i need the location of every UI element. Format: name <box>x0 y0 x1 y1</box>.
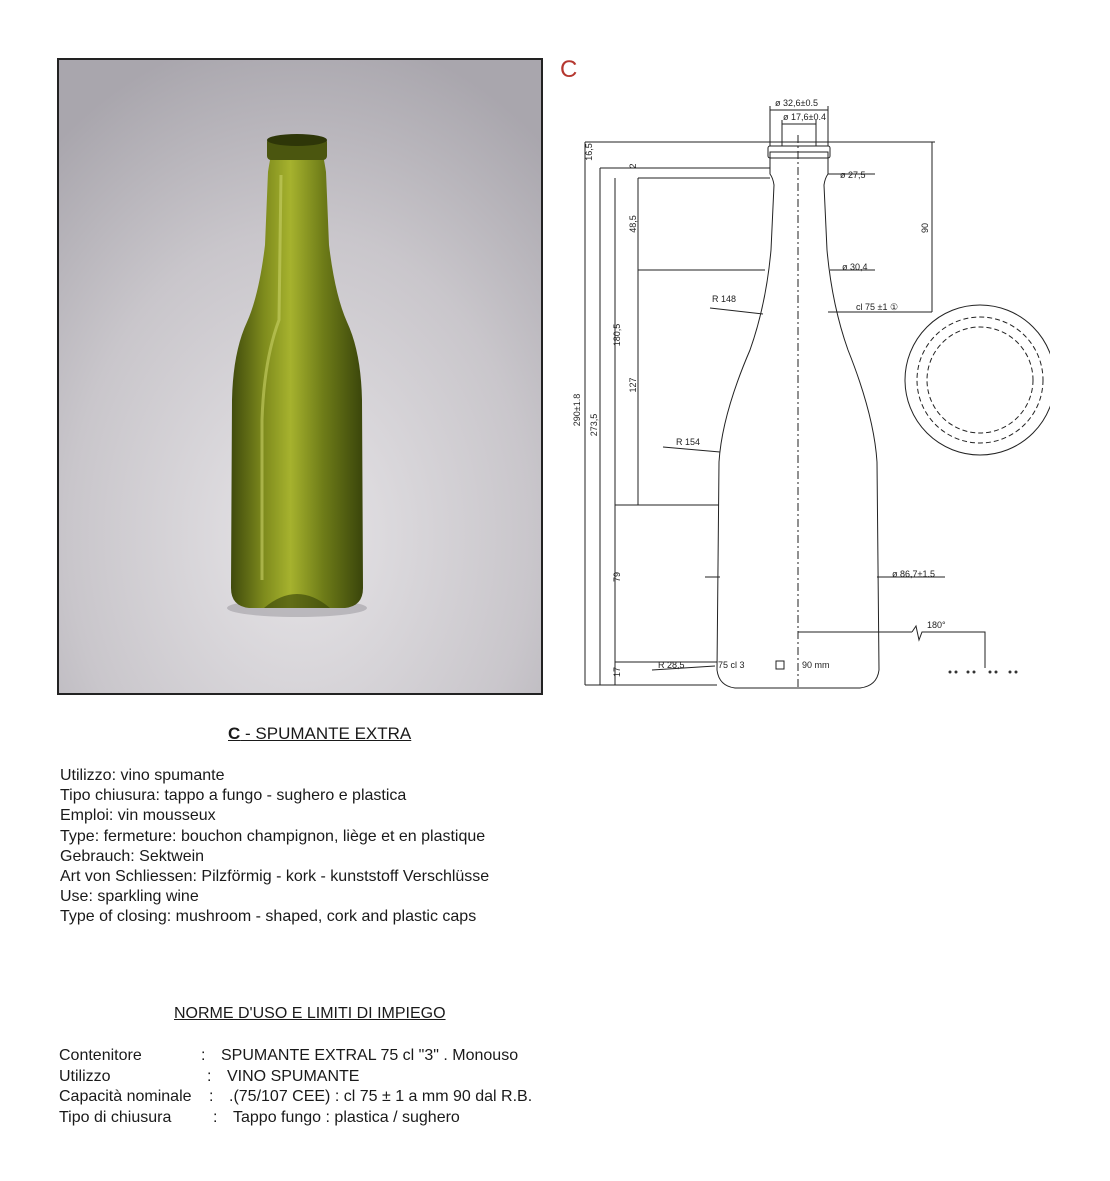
description-line: Gebrauch: Sektwein <box>60 847 205 865</box>
dim-h1805: 180,5 <box>612 323 622 347</box>
norme-value: .(75/107 CEE) : cl 75 ± 1 a mm 90 dal R.B. <box>229 1088 533 1105</box>
description-line: Utilizzo: vino spumante <box>60 767 225 784</box>
bottle-photo <box>57 58 543 695</box>
norme-sep: : <box>207 1067 212 1085</box>
dim-shoulder-diameter: ø 30,4 <box>842 262 868 272</box>
dim-h290: 290±1.8 <box>572 393 582 427</box>
norme-value: SPUMANTE EXTRAL 75 cl "3" . Monouso <box>221 1047 519 1064</box>
product-title-letter: C <box>228 724 241 743</box>
dim-h485: 48,5 <box>628 215 638 233</box>
dim-capacity-mark: cl 75 ±1 ① <box>856 302 899 312</box>
dim-body-diameter: ø 86,7±1.5 <box>892 569 935 579</box>
dim-neck-diameter: ø 27,5 <box>840 170 866 180</box>
dim-h17: 17 <box>612 666 622 678</box>
dim-h2: 2 <box>628 163 638 169</box>
norme-title: NORME D'USO E LIMITI DI IMPIEGO <box>174 1005 446 1022</box>
dim-h90: 90 <box>920 222 930 234</box>
dim-r154: R 154 <box>676 437 701 447</box>
norme-sep: : <box>201 1047 206 1064</box>
dim-h2735: 273,5 <box>589 413 599 437</box>
description-line: Type: fermeture: bouchon champignon, liège et en plastique <box>60 827 486 845</box>
dim-h165: 16,5 <box>584 143 594 161</box>
dim-r148: R 148 <box>712 294 737 304</box>
norme-sep: : <box>213 1108 218 1126</box>
description-line: Tipo chiusura: tappo a fungo - sughero e plastica <box>60 787 407 805</box>
description-line: Use: sparkling wine <box>60 888 199 906</box>
product-title <box>228 724 411 744</box>
norme-sep: : <box>209 1088 214 1105</box>
technical-drawing <box>570 90 1050 700</box>
dim-top-diameter: ø 32,6±0.5 <box>775 98 818 108</box>
section-letter: C <box>560 56 578 83</box>
dim-h79: 79 <box>612 571 622 583</box>
dim-angle: 180° <box>927 620 946 630</box>
description-line: Art von Schliessen: Pilzförmig - kork - kunststoff Verschlüsse <box>60 868 490 886</box>
norme-value: Tappo fungo : plastica / sughero <box>233 1108 460 1126</box>
description-line: Type of closing: mushroom - shaped, cork and plastic caps <box>60 908 477 926</box>
norme-value: VINO SPUMANTE <box>227 1067 360 1085</box>
dim-mouth-diameter: ø 17,6±0.4 <box>783 112 826 122</box>
product-title-text: - SPUMANTE EXTRA <box>240 724 412 743</box>
norme-label: Tipo di chiusura <box>59 1108 172 1126</box>
base-mm: 90 mm <box>802 660 830 670</box>
base-text: 75 cl 3 <box>718 660 745 670</box>
dim-r285: R 28,5 <box>658 660 685 670</box>
description-line: Emploi: vin mousseux <box>60 807 216 825</box>
norme-label: Utilizzo <box>59 1067 111 1085</box>
description <box>60 766 489 928</box>
dim-h127: 127 <box>628 377 638 393</box>
norme-label: Capacità nominale <box>59 1088 192 1105</box>
norme-label: Contenitore <box>59 1047 142 1064</box>
